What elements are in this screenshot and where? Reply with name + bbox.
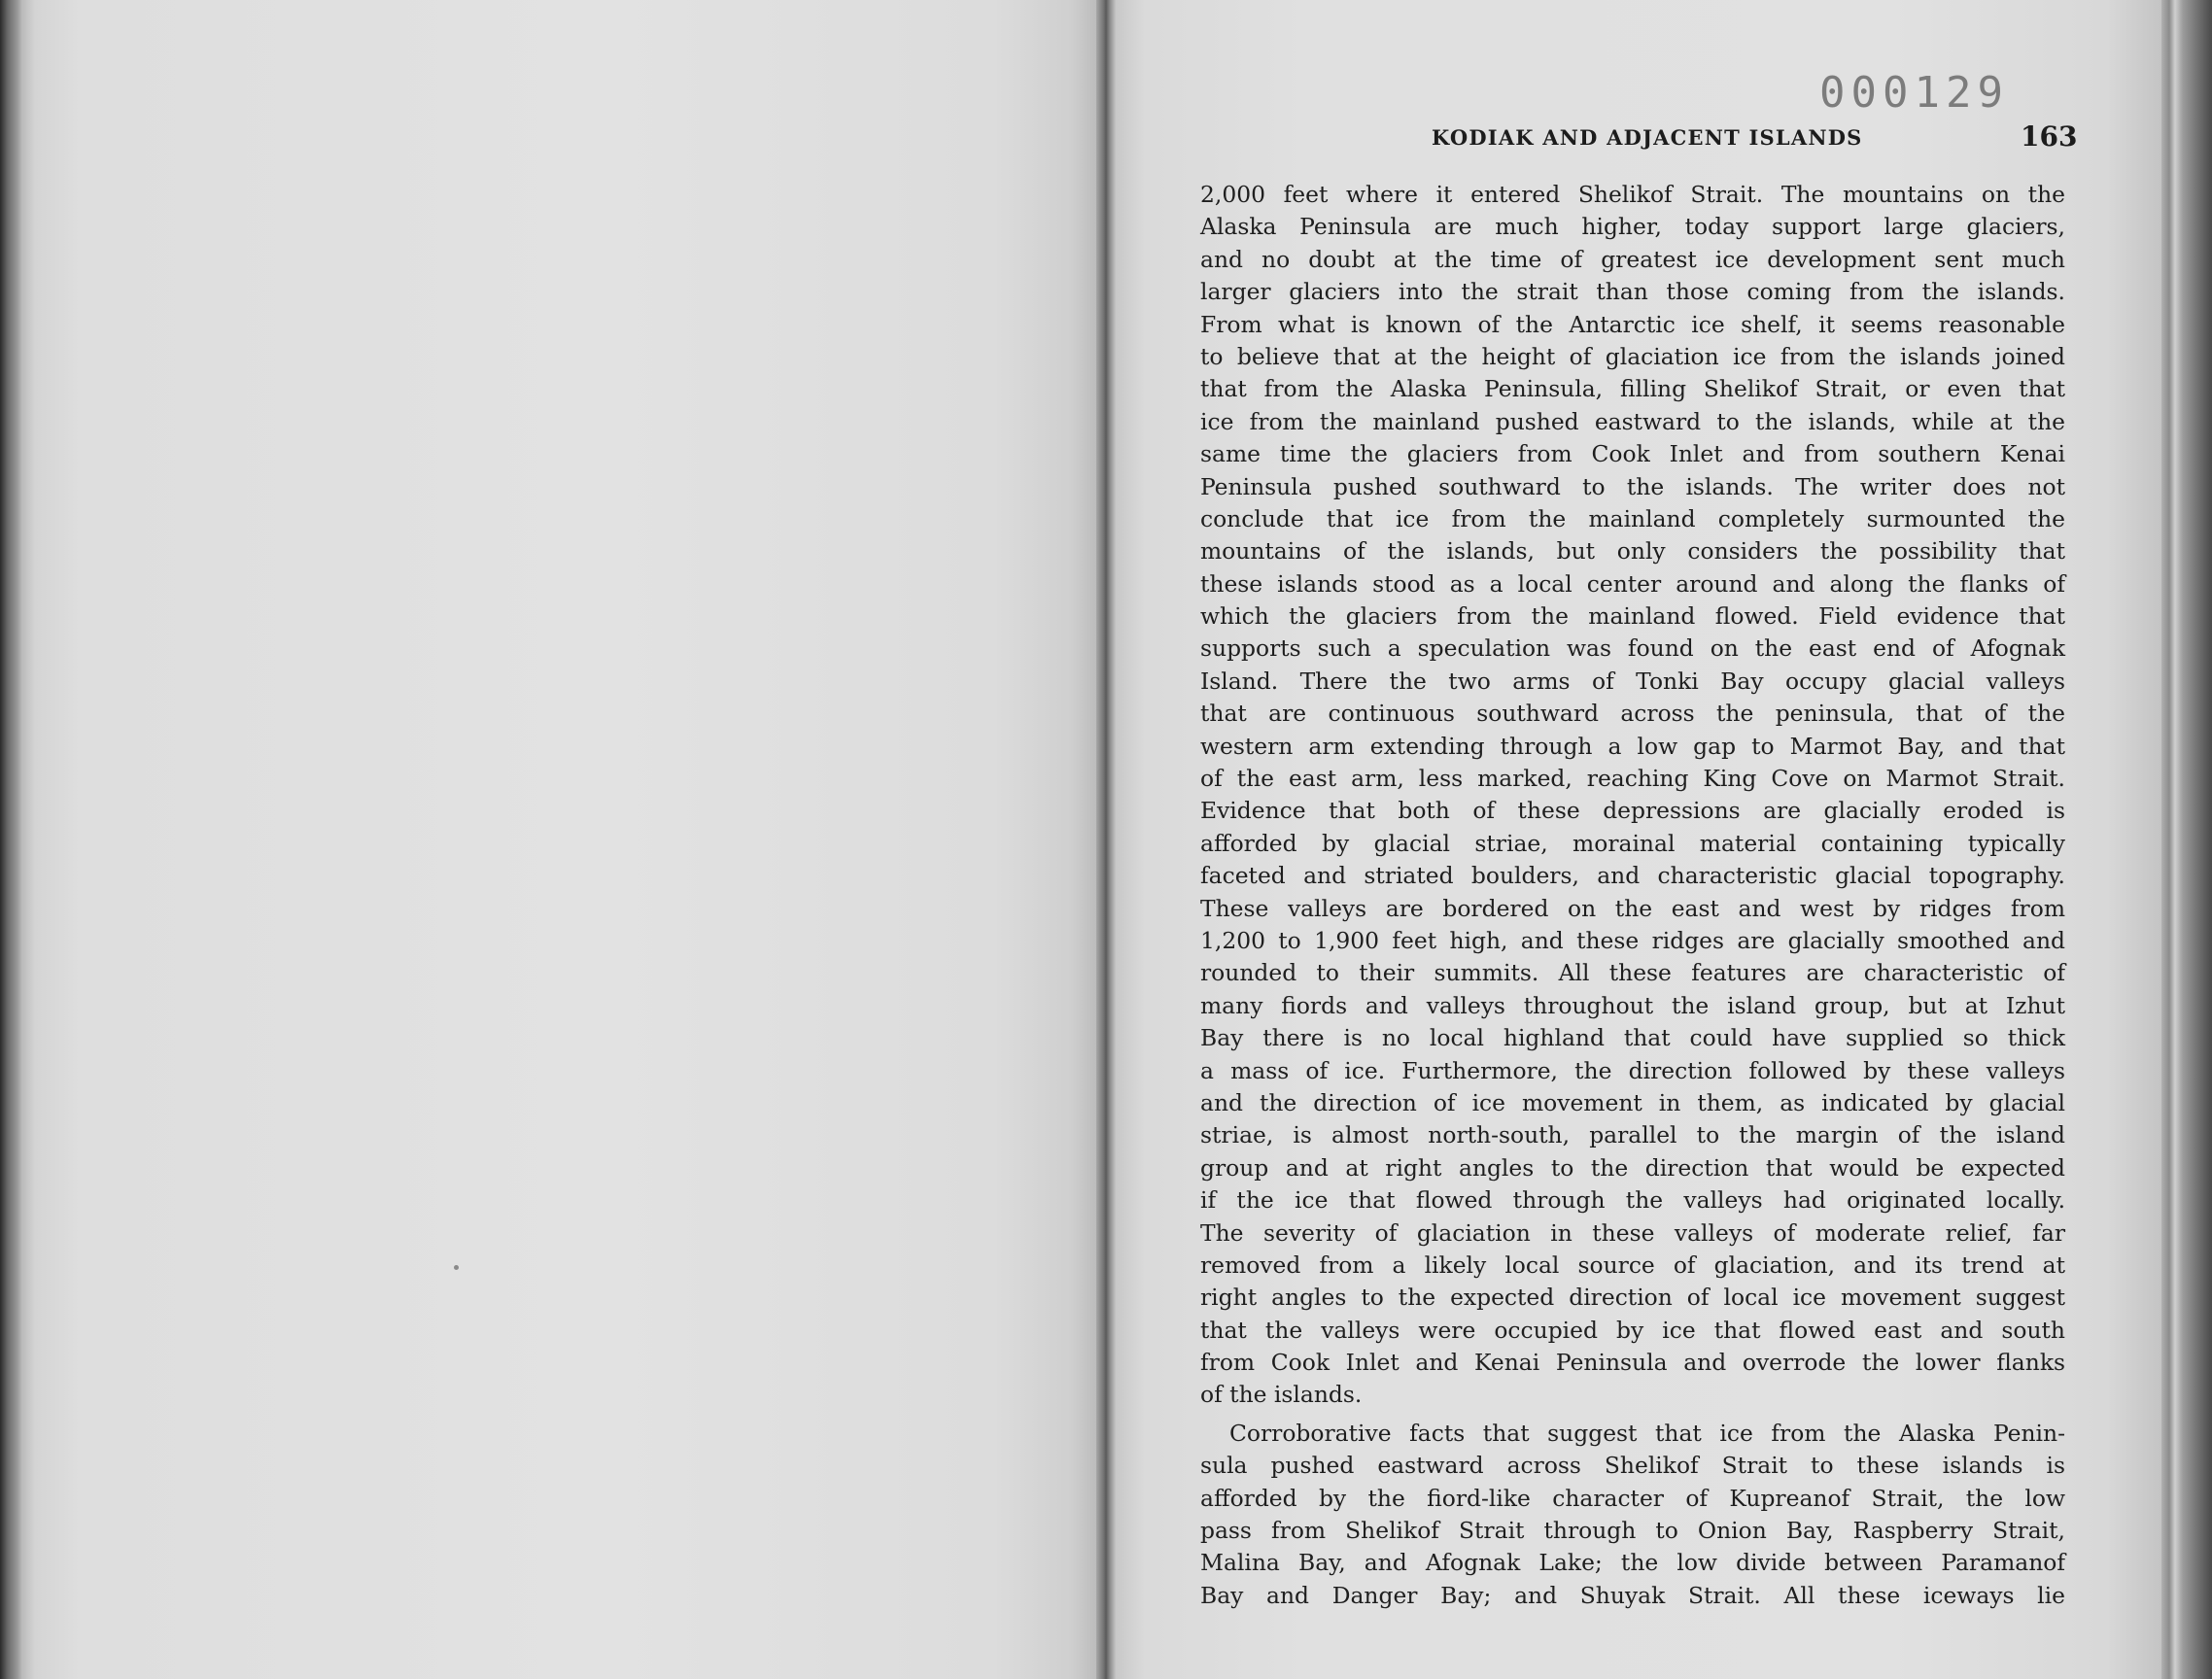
text-line: Island. There the two arms of Tonki Bay occupy glacial valleys [1200, 667, 2065, 695]
text-line: to believe that at the height of glaciation ice from the islands joined [1200, 342, 2065, 370]
text-line: From what is known of the Antarctic ice shelf, it seems reasonable [1200, 310, 2065, 338]
text-line: these islands stood as a local center around and along the flanks of [1200, 569, 2065, 598]
text-line: right angles to the expected direction of local ice movement suggest [1200, 1284, 2065, 1312]
text-line: and no doubt at the time of greatest ice development sent much [1200, 245, 2065, 273]
text-line: afforded by the fiord-like character of Kupreanof Strait, the low [1200, 1484, 2065, 1512]
text-line: 1,200 to 1,900 feet high, and these ridges are glacially smoothed and [1200, 926, 2065, 954]
text-line: Evidence that both of these depressions are glacially eroded is [1200, 797, 2065, 825]
text-line: and the direction of ice movement in them, as indicated by glacial [1200, 1088, 2065, 1116]
text-line: larger glaciers into the strait than those coming from the islands. [1200, 278, 2065, 306]
text-line: that are continuous southward across the peninsula, that of the [1200, 700, 2065, 728]
text-line: western arm extending through a low gap to Marmot Bay, and that [1200, 732, 2065, 760]
text-line: many fiords and valleys throughout the island group, but at Izhut [1200, 991, 2065, 1019]
running-head: KODIAK AND ADJACENT ISLANDS [1432, 125, 1863, 150]
text-line: that from the Alaska Peninsula, filling Shelikof Strait, or even that [1200, 375, 2065, 403]
text-line: group and at right angles to the direction that would be expected [1200, 1153, 2065, 1182]
text-line: Malina Bay, and Afognak Lake; the low divide between Paramanof [1200, 1549, 2065, 1577]
text-line: mountains of the islands, but only considers the possibility that [1200, 537, 2065, 565]
left-book-edge [0, 0, 21, 1679]
text-line: Alaska Peninsula are much higher, today support large glaciers, [1200, 213, 2065, 241]
paper-speck [454, 1265, 459, 1270]
text-line: Peninsula pushed southward to the islands. The writer does not [1200, 472, 2065, 500]
text-line: of the east arm, less marked, reaching King Cove on Marmot Strait. [1200, 765, 2065, 793]
text-line: pass from Shelikof Strait through to Onion Bay, Raspberry Strait, [1200, 1517, 2065, 1545]
text-line: sula pushed eastward across Shelikof Strait to these islands is [1200, 1452, 2065, 1480]
text-line: if the ice that flowed through the valleys had originated locally. [1200, 1186, 2065, 1215]
text-line: rounded to their summits. All these features are characteristic of [1200, 959, 2065, 987]
text-line: ice from the mainland pushed eastward to the islands, while at the [1200, 407, 2065, 435]
text-line: from Cook Inlet and Kenai Peninsula and overrode the lower flanks [1200, 1349, 2065, 1377]
text-line: supports such a speculation was found on the east end of Afognak [1200, 634, 2065, 663]
text-line: conclude that ice from the mainland completely surmounted the [1200, 504, 2065, 532]
text-line: These valleys are bordered on the east and west by ridges from [1200, 894, 2065, 922]
text-line: afforded by glacial striae, morainal material containing typically [1200, 829, 2065, 857]
text-line: Bay there is no local highland that could have supplied so thick [1200, 1024, 2065, 1052]
text-line: The severity of glaciation in these valleys of moderate relief, far [1200, 1218, 2065, 1247]
text-line: of the islands. [1200, 1381, 1363, 1409]
text-line: 2,000 feet where it entered Shelikof Strait. The mountains on the [1200, 181, 2065, 208]
body-text [1200, 179, 2065, 1612]
text-line: which the glaciers from the mainland flowed. Field evidence that [1200, 602, 2065, 631]
text-line: same time the glaciers from Cook Inlet and from southern Kenai [1200, 440, 2065, 468]
left-blank-page [21, 0, 1102, 1679]
text-line: faceted and striated boulders, and characteristic glacial topography. [1200, 862, 2065, 890]
text-line: a mass of ice. Furthermore, the direction followed by these valleys [1200, 1056, 2065, 1084]
text-line: Corroborative facts that suggest that ice from the Alaska Penin- [1229, 1419, 2065, 1447]
text-line: removed from a likely local source of glaciation, and its trend at [1200, 1251, 2065, 1279]
text-line: that the valleys were occupied by ice that flowed east and south [1200, 1316, 2065, 1344]
text-line: Bay and Danger Bay; and Shuyak Strait. All these iceways lie [1200, 1581, 2065, 1609]
text-line: striae, is almost north-south, parallel to the margin of the island [1200, 1121, 2065, 1149]
right-book-edge [2161, 0, 2212, 1679]
archive-stamp-number: 000129 [1819, 68, 2009, 118]
book-gutter [1096, 0, 1116, 1679]
page-number: 163 [2021, 120, 2078, 153]
